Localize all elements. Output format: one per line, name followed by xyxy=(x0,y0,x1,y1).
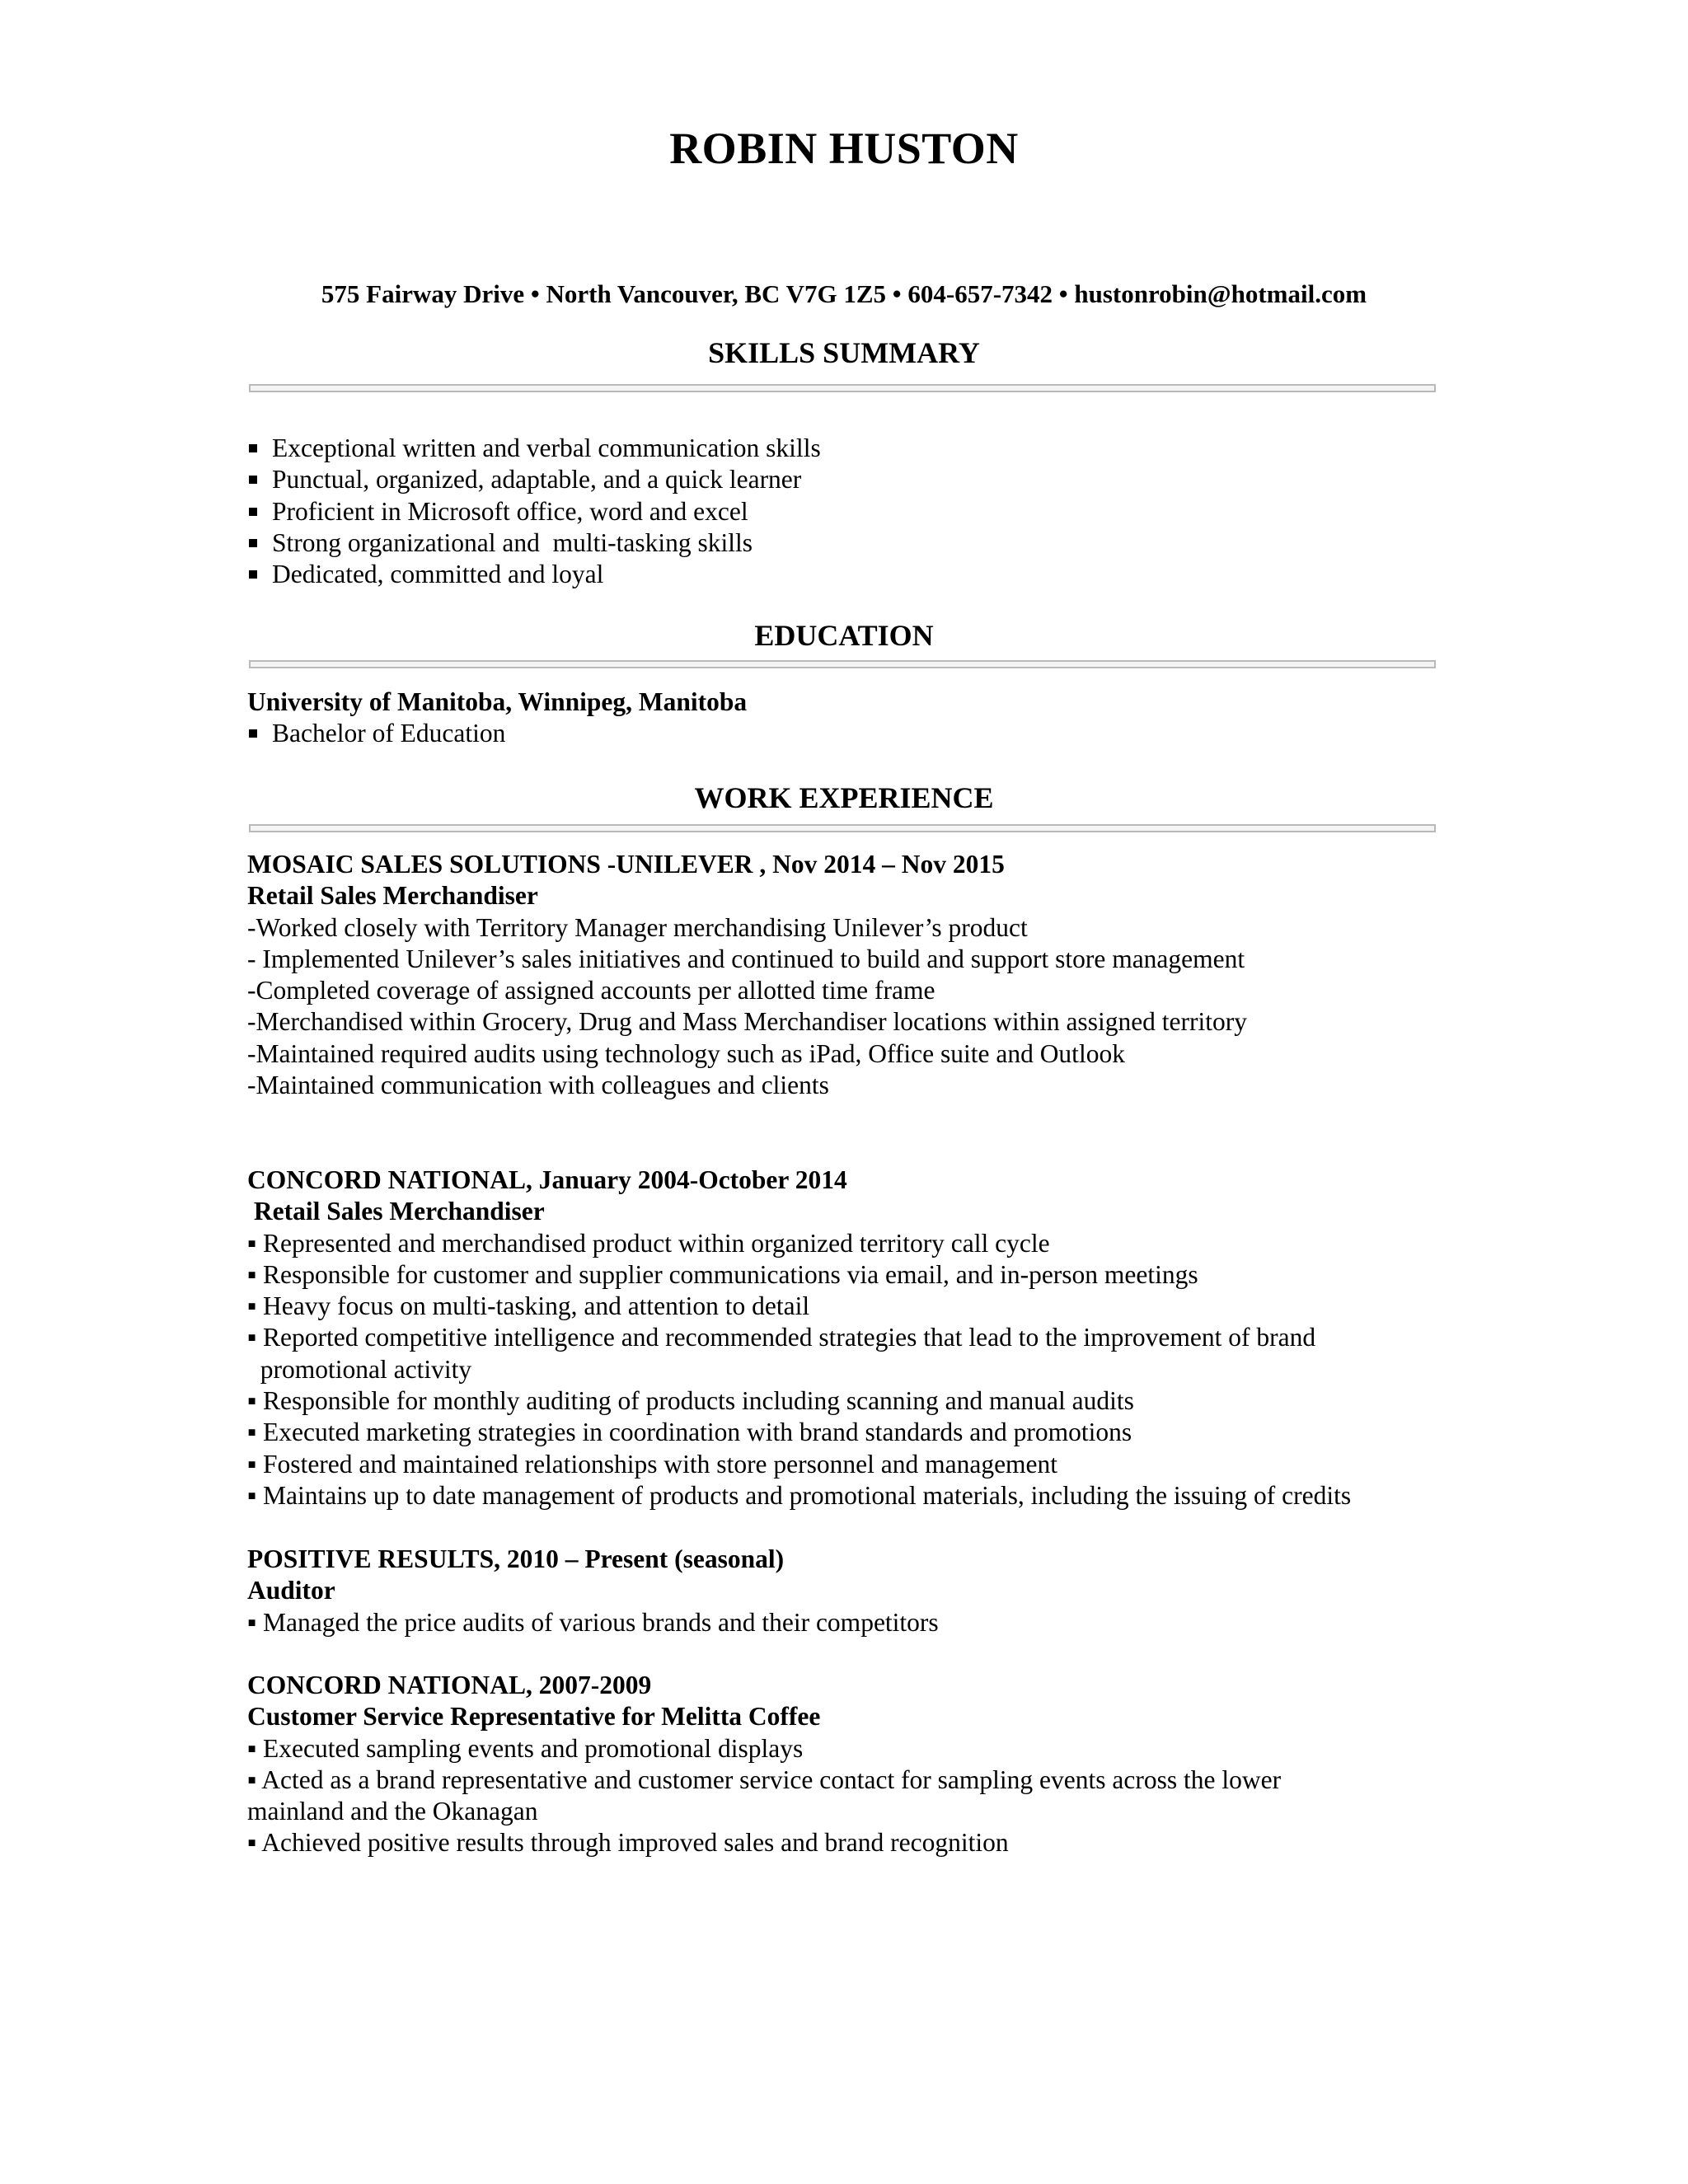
job-heading: CONCORD NATIONAL, 2007-2009 xyxy=(247,1671,652,1699)
job-duty: ▪ Reported competitive intelligence and recommended strategies that lead to the improvement of brand xyxy=(247,1323,1316,1352)
job-role: Customer Service Representative for Melitta Coffee xyxy=(247,1702,821,1732)
education-section-title: EDUCATION xyxy=(754,619,934,652)
resume-name: ROBIN HUSTON xyxy=(669,124,1019,173)
job-duty: -Completed coverage of assigned accounts per allotted time frame xyxy=(247,976,935,1005)
job-heading: MOSAIC SALES SOLUTIONS -UNILEVER , Nov 2014 – Nov 2015 xyxy=(247,850,1005,879)
education-divider xyxy=(249,660,1436,668)
job-duty: -Worked closely with Territory Manager merchandising Unilever’s product xyxy=(247,912,1028,942)
job-duty: ▪ Responsible for customer and supplier communications via email, and in-person meetings xyxy=(247,1259,1198,1289)
job-duty: ▪ Fostered and maintained relationships with store personnel and management xyxy=(247,1449,1058,1479)
skill-item: Punctual, organized, adaptable, and a quick learner xyxy=(247,464,1451,495)
education-block xyxy=(247,687,1451,750)
job-entry xyxy=(247,849,1451,1101)
job-role: Auditor xyxy=(247,1576,335,1605)
bullet-square-icon xyxy=(249,476,257,484)
job-duty: -Merchandised within Grocery, Drug and Mass Merchandiser locations within assigned territory xyxy=(247,1007,1248,1037)
bullet-square-icon xyxy=(249,508,257,516)
bullet-square-icon xyxy=(249,729,257,738)
work-section-title: WORK EXPERIENCE xyxy=(694,781,994,814)
job-entry xyxy=(247,1670,1451,1859)
job-duty: ▪ Maintains up to date management of products and promotional materials, including the issuing of credits xyxy=(247,1480,1352,1510)
skills-divider xyxy=(249,384,1436,392)
job-heading: POSITIVE RESULTS, 2010 – Present (seasonal) xyxy=(247,1544,785,1573)
job-role: Retail Sales Merchandiser xyxy=(247,1197,545,1226)
job-entry xyxy=(247,1544,1451,1638)
job-duty: ▪ Managed the price audits of various brands and their competitors xyxy=(247,1607,939,1637)
skill-item: Strong organizational and multi-tasking skills xyxy=(247,527,1451,559)
bullet-square-icon xyxy=(249,444,257,452)
job-duty: -Maintained required audits using technology such as iPad, Office suite and Outlook xyxy=(247,1038,1125,1068)
skill-item: Proficient in Microsoft office, word and excel xyxy=(247,496,1451,527)
job-duty: mainland and the Okanagan xyxy=(247,1797,538,1826)
skills-section-title: SKILLS SUMMARY xyxy=(708,336,980,369)
job-duty: ▪ Heavy focus on multi-tasking, and attention to detail xyxy=(247,1291,810,1321)
bullet-square-icon xyxy=(249,570,257,579)
skill-item: Exceptional written and verbal communication skills xyxy=(247,433,1451,464)
work-divider xyxy=(249,824,1436,832)
job-duty: ▪ Acted as a brand representative and customer service contact for sampling events across the lower xyxy=(247,1765,1282,1794)
job-duty: ▪ Achieved positive results through improved sales and brand recognition xyxy=(247,1828,1009,1858)
job-duty: ▪ Responsible for monthly auditing of products including scanning and manual audits xyxy=(247,1386,1134,1416)
job-duty: ▪ Executed marketing strategies in coordination with brand standards and promotions xyxy=(247,1418,1132,1447)
job-duty: -Maintained communication with colleagues and clients xyxy=(247,1071,829,1100)
job-duty: - Implemented Unilever’s sales initiatives and continued to build and support store management xyxy=(247,944,1245,973)
job-duty: ▪ Executed sampling events and promotional displays xyxy=(247,1733,804,1763)
job-role: Retail Sales Merchandiser xyxy=(247,881,538,911)
job-heading: CONCORD NATIONAL, January 2004-October 2014 xyxy=(247,1165,847,1194)
education-school: University of Manitoba, Winnipeg, Manitoba xyxy=(247,687,748,716)
skill-item: Dedicated, committed and loyal xyxy=(247,559,1451,590)
job-duty: ▪ Represented and merchandised product within organized territory call cycle xyxy=(247,1228,1050,1258)
job-duty: promotional activity xyxy=(247,1354,472,1384)
job-entry xyxy=(247,1165,1451,1511)
bullet-square-icon xyxy=(249,539,257,547)
skills-list xyxy=(247,433,1451,590)
contact-line: 575 Fairway Drive • North Vancouver, BC V7G 1Z5 • 604-657-7342 • hustonrobin@hotmail.com xyxy=(321,279,1367,308)
education-degree-item: Bachelor of Education xyxy=(247,718,1451,749)
